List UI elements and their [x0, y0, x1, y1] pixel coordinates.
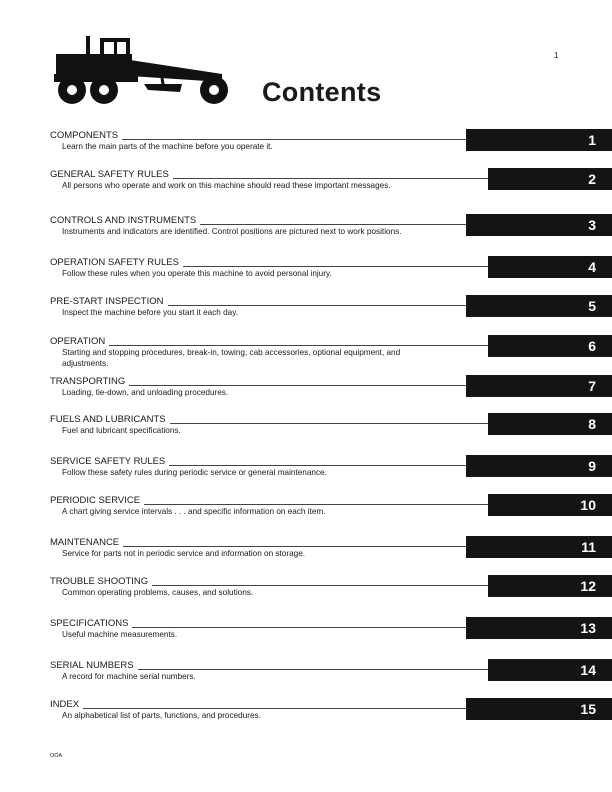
- motor-grader-icon: [52, 34, 234, 106]
- contents-entry[interactable]: [50, 537, 466, 577]
- section-tab[interactable]: 14: [488, 659, 612, 681]
- contents-entry[interactable]: [50, 414, 488, 454]
- section-tab[interactable]: 5: [466, 295, 612, 317]
- entry-title: FUELS AND LUBRICANTS: [50, 414, 170, 425]
- entry-description: Service for parts not in periodic service and information on storage.: [62, 549, 306, 558]
- entry-description: Common operating problems, causes, and solutions.: [62, 588, 254, 597]
- entry-description: All persons who operate and work on this machine should read these important messages.: [62, 181, 391, 190]
- entry-description: Starting and stopping procedures, break-in, towing, cab accessories, optional equipment, and adjustments.: [62, 348, 401, 368]
- section-tab[interactable]: 15: [466, 698, 612, 720]
- section-tab[interactable]: 3: [466, 214, 612, 236]
- contents-entry[interactable]: [50, 618, 466, 658]
- entry-description: Loading, tie-down, and unloading procedures.: [62, 388, 229, 397]
- entry-title: PERIODIC SERVICE: [50, 495, 144, 506]
- contents-entry[interactable]: [50, 576, 488, 616]
- contents-entry[interactable]: [50, 495, 488, 535]
- entry-description: A chart giving service intervals . . . and specific information on each item.: [62, 507, 326, 516]
- entry-title: SERIAL NUMBERS: [50, 660, 138, 671]
- contents-entry[interactable]: [50, 257, 488, 297]
- page-title: Contents: [262, 77, 382, 107]
- entry-description: An alphabetical list of parts, functions, and procedures.: [62, 711, 261, 720]
- section-tab[interactable]: 10: [488, 494, 612, 516]
- entry-title: MAINTENANCE: [50, 537, 123, 548]
- section-tab[interactable]: 11: [466, 536, 612, 558]
- contents-entry[interactable]: [50, 215, 466, 255]
- entry-title: SERVICE SAFETY RULES: [50, 456, 169, 467]
- contents-entry[interactable]: [50, 376, 466, 416]
- entry-title: OPERATION SAFETY RULES: [50, 257, 183, 268]
- entry-title: GENERAL SAFETY RULES: [50, 169, 173, 180]
- section-tab[interactable]: 8: [488, 413, 612, 435]
- leader-line: [50, 345, 488, 346]
- entry-description: Follow these rules when you operate this machine to avoid personal injury.: [62, 269, 332, 278]
- entry-title: TROUBLE SHOOTING: [50, 576, 152, 587]
- contents-entry[interactable]: [50, 336, 488, 376]
- entry-description: Fuel and lubricant specifications.: [62, 426, 181, 435]
- entry-title: COMPONENTS: [50, 130, 122, 141]
- entry-description: A record for machine serial numbers.: [62, 672, 196, 681]
- entry-title: OPERATION: [50, 336, 109, 347]
- section-tab[interactable]: 4: [488, 256, 612, 278]
- section-tab[interactable]: 1: [466, 129, 612, 151]
- contents-entry[interactable]: [50, 660, 488, 700]
- entry-title: INDEX: [50, 699, 83, 710]
- leader-line: [50, 708, 466, 709]
- section-tab[interactable]: 7: [466, 375, 612, 397]
- entry-description: Useful machine measurements.: [62, 630, 178, 639]
- entry-description: Learn the main parts of the machine before you operate it.: [62, 142, 273, 151]
- entry-title: CONTROLS AND INSTRUMENTS: [50, 215, 200, 226]
- contents-entry[interactable]: [50, 296, 466, 336]
- entry-title: TRANSPORTING: [50, 376, 129, 387]
- section-tab[interactable]: 2: [488, 168, 612, 190]
- contents-entry[interactable]: [50, 699, 466, 739]
- contents-entry[interactable]: [50, 456, 466, 496]
- entry-description: Inspect the machine before you start it each day.: [62, 308, 238, 317]
- section-tab[interactable]: 9: [466, 455, 612, 477]
- entry-description: Follow these safety rules during periodic service or general maintenance.: [62, 468, 327, 477]
- section-tab[interactable]: 6: [488, 335, 612, 357]
- section-tab[interactable]: 12: [488, 575, 612, 597]
- section-tab[interactable]: 13: [466, 617, 612, 639]
- contents-entry[interactable]: [50, 130, 466, 170]
- contents-entry[interactable]: [50, 169, 488, 209]
- page-number: 1: [554, 51, 559, 60]
- entry-title: PRE-START INSPECTION: [50, 296, 168, 307]
- footer-code: OOA: [50, 753, 63, 759]
- entry-description: Instruments and indicators are identified. Control positions are pictured next to work positions.: [62, 227, 402, 236]
- entry-title: SPECIFICATIONS: [50, 618, 132, 629]
